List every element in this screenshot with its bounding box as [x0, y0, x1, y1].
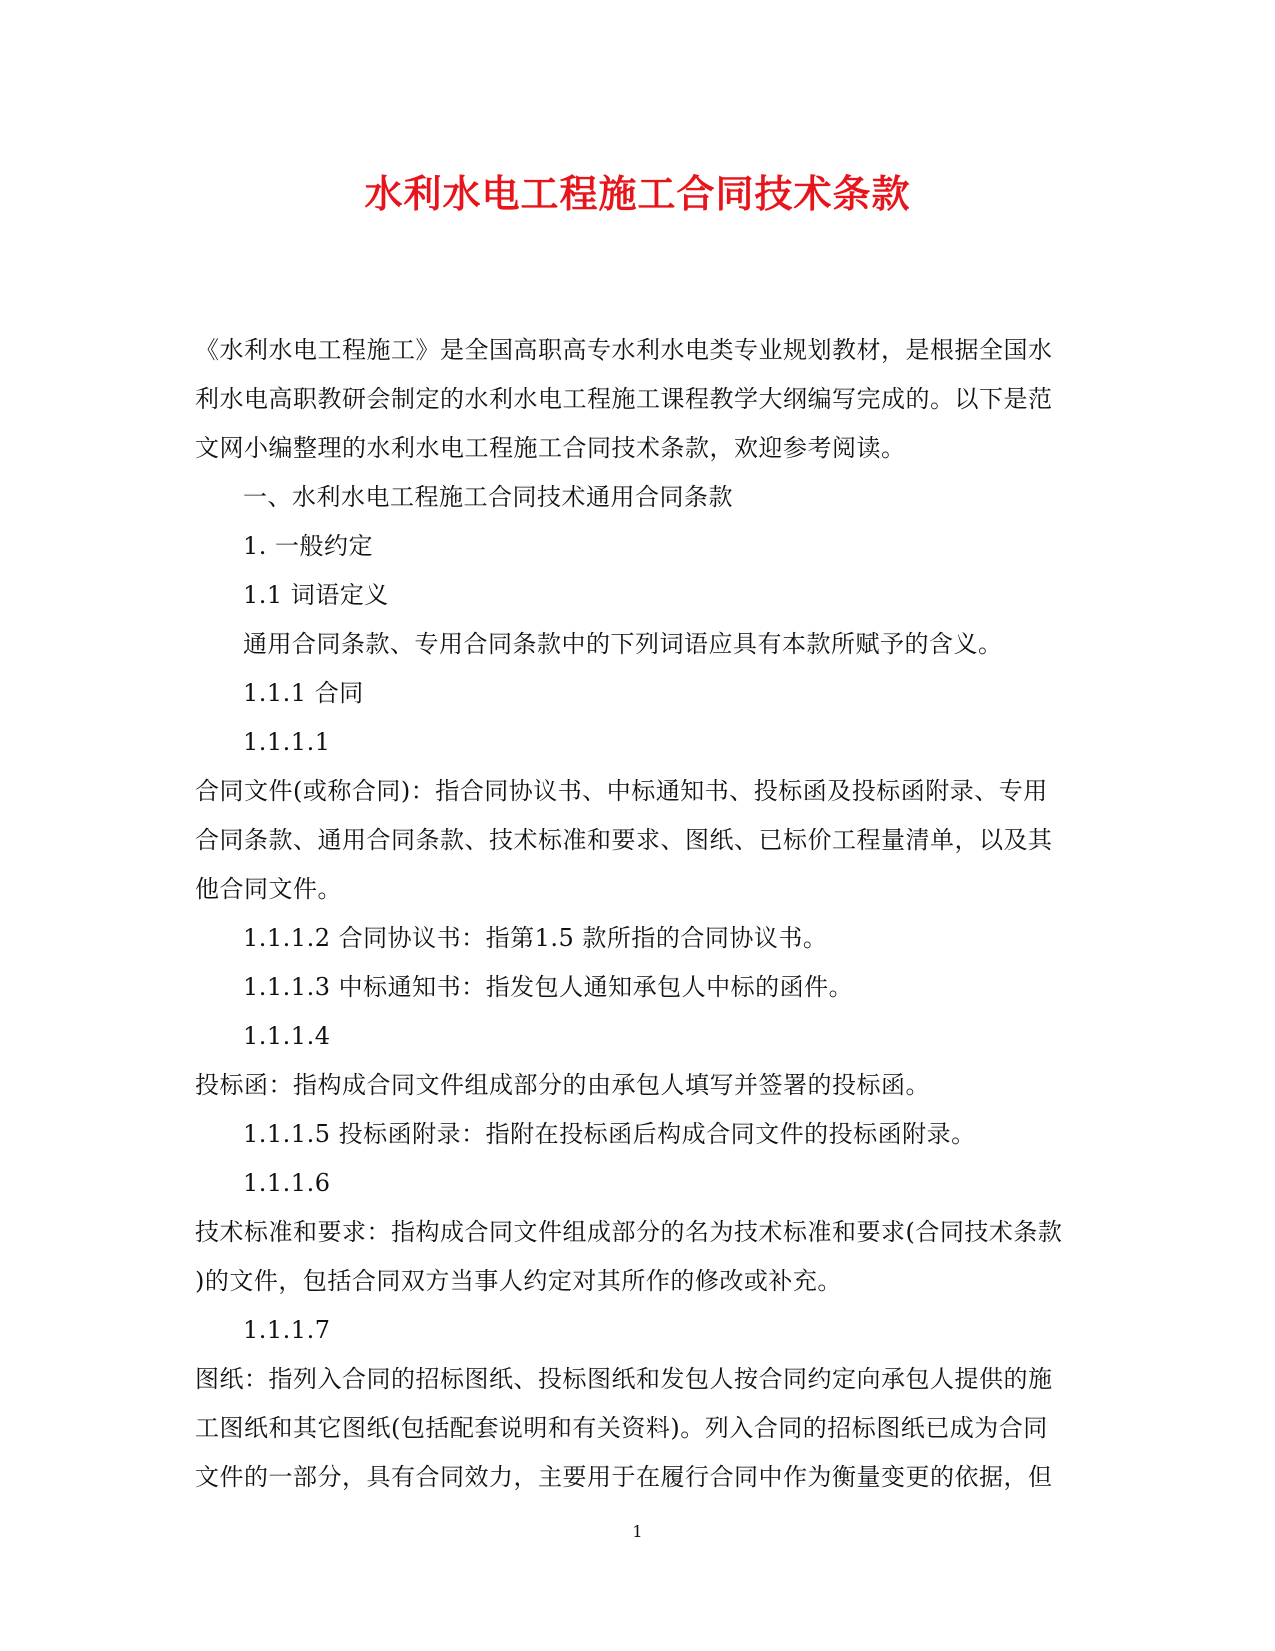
clause-1-1-1-1-text-line-3: 他合同文件。 [195, 875, 342, 903]
clause-1-1-1-7-text-line-2: 工图纸和其它图纸(包括配套说明和有关资料)。列入合同的招标图纸已成为合同 [195, 1414, 1048, 1442]
clause-1-1-1-1-number: 1.1.1.1 [243, 728, 331, 756]
intro-line-1: 《水利水电工程施工》是全国高职高专水利水电类专业规划教材，是根据全国水 [195, 336, 1053, 364]
section-heading: 一、水利水电工程施工合同技术通用合同条款 [243, 483, 733, 511]
clause-1-1-1-6-text-line-1: 技术标准和要求：指构成合同文件组成部分的名为技术标准和要求(合同技术条款 [195, 1218, 1063, 1246]
clause-1-1-1-1-text-line-1: 合同文件(或称合同)：指合同协议书、中标通知书、投标函及投标函附录、专用 [195, 777, 1048, 805]
document-title: 水利水电工程施工合同技术条款 [364, 171, 911, 216]
clause-1-1-1-7-text-line-1: 图纸：指列入合同的招标图纸、投标图纸和发包人按合同约定向承包人提供的施 [195, 1365, 1053, 1393]
clause-1-heading: 1. 一般约定 [243, 532, 374, 560]
page-number: 1 [632, 1522, 643, 1541]
clause-1-1-1-7-number: 1.1.1.7 [243, 1316, 331, 1344]
clause-1-1-1-7-text-line-3: 文件的一部分，具有合同效力，主要用于在履行合同中作为衡量变更的依据，但 [195, 1463, 1053, 1491]
clause-1-1-1-2: 1.1.1.2 合同协议书：指第1.5 款所指的合同协议书。 [243, 924, 828, 952]
clause-1-1-1-6-number: 1.1.1.6 [243, 1169, 331, 1197]
clause-1-1-1-heading: 1.1.1 合同 [243, 679, 364, 707]
clause-1-1-1-6-text-line-2: )的文件，包括合同双方当事人约定对其所作的修改或补充。 [195, 1267, 842, 1295]
clause-1-1-intro: 通用合同条款、专用合同条款中的下列词语应具有本款所赋予的含义。 [243, 630, 1003, 658]
clause-1-1-1-4-number: 1.1.1.4 [243, 1022, 331, 1050]
document-body [195, 326, 1080, 1502]
intro-line-2: 利水电高职教研会制定的水利水电工程施工课程教学大纲编写完成的。以下是范 [195, 385, 1053, 413]
clause-1-1-1-4-text: 投标函：指构成合同文件组成部分的由承包人填写并签署的投标函。 [195, 1071, 930, 1099]
clause-1-1-1-5: 1.1.1.5 投标函附录：指附在投标函后构成合同文件的投标函附录。 [243, 1120, 976, 1148]
intro-line-3: 文网小编整理的水利水电工程施工合同技术条款，欢迎参考阅读。 [195, 434, 906, 462]
clause-1-1-heading: 1.1 词语定义 [243, 581, 389, 609]
clause-1-1-1-1-text-line-2: 合同条款、通用合同条款、技术标准和要求、图纸、已标价工程量清单，以及其 [195, 826, 1053, 854]
clause-1-1-1-3: 1.1.1.3 中标通知书：指发包人通知承包人中标的函件。 [243, 973, 854, 1001]
